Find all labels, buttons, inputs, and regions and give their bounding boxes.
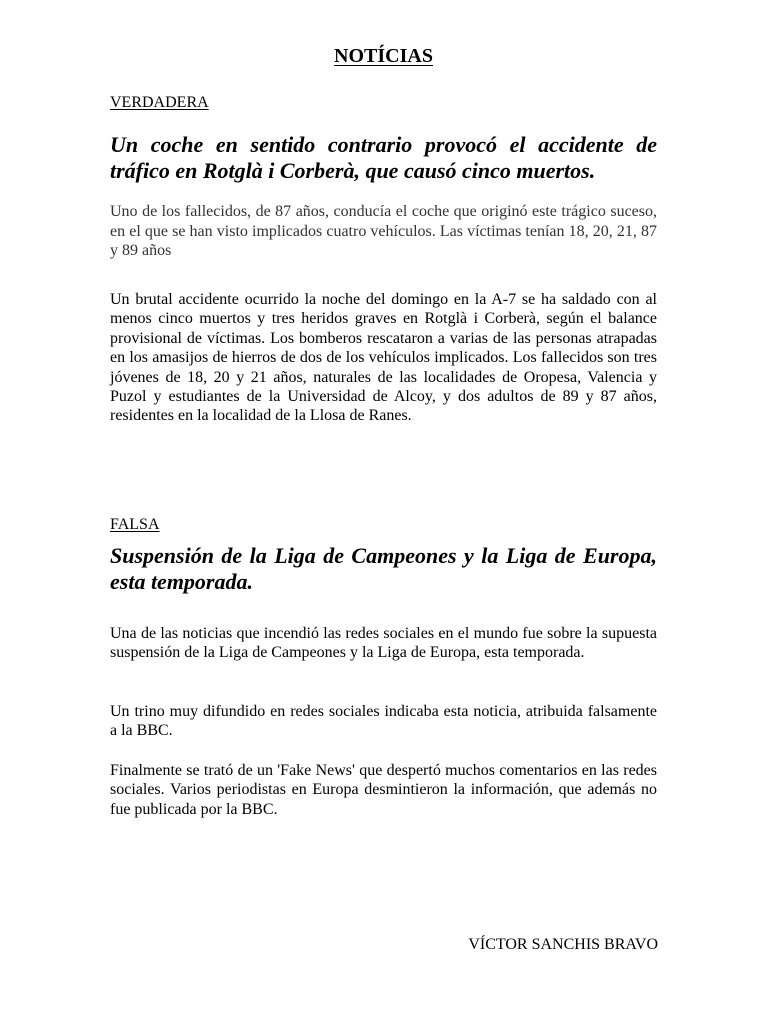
headline-true: Un coche en sentido contrario provocó el accidente de tráfico en Rotglà i Corberà, que causó cinco muertos. [110,132,657,183]
body-paragraph-false-1: Una de las noticias que incendió las redes sociales en el mundo fue sobre la supuesta suspensión de la Liga de Campeones y la Liga de Europa, esta temporada. [110,625,657,662]
lead-paragraph-true: Uno de los fallecidos, de 87 años, conducía el coche que originó este trágico suceso, en el que se han visto implicados cuatro vehículos. Las víctimas tenían 18, 20, 21, 87 y 89 años [110,203,657,259]
headline-false: Suspensión de la Liga de Campeones y la Liga de Europa, esta temporada. [110,543,657,594]
author-signature: VÍCTOR SANCHIS BRAVO [468,936,658,953]
body-paragraph-false-2: Un trino muy difundido en redes sociales indicaba esta noticia, atribuida falsamente a la BBC. [110,703,657,740]
page-title: NOTÍCIAS [334,45,433,67]
section-label-false: FALSA [110,516,160,533]
body-paragraph-false-3: Finalmente se trató de un 'Fake News' que despertó muchos comentarios en las redes sociales. Varios periodistas en Europa desmintieron la información, que además no fue publicada por la BBC. [110,762,657,818]
section-label-true: VERDADERA [110,94,209,111]
body-paragraph-true: Un brutal accidente ocurrido la noche del domingo en la A-7 se ha saldado con al menos cinco muertos y tres heridos graves en Rotglà i Corberà, según el balance provisional de víctimas. Los bomberos rescataron a varias de las personas atrapadas en los amasijos de hierros de dos de los vehículos implicados. Los fallecidos son tres jóvenes de 18, 20 y 21 años, naturales de las localidades de Oropesa, Valencia y Puzol y estudiantes de la Universidad de Alcoy, y dos adultos de 89 y 87 años, residentes en la localidad de la Llosa de Ranes. [110,291,657,425]
